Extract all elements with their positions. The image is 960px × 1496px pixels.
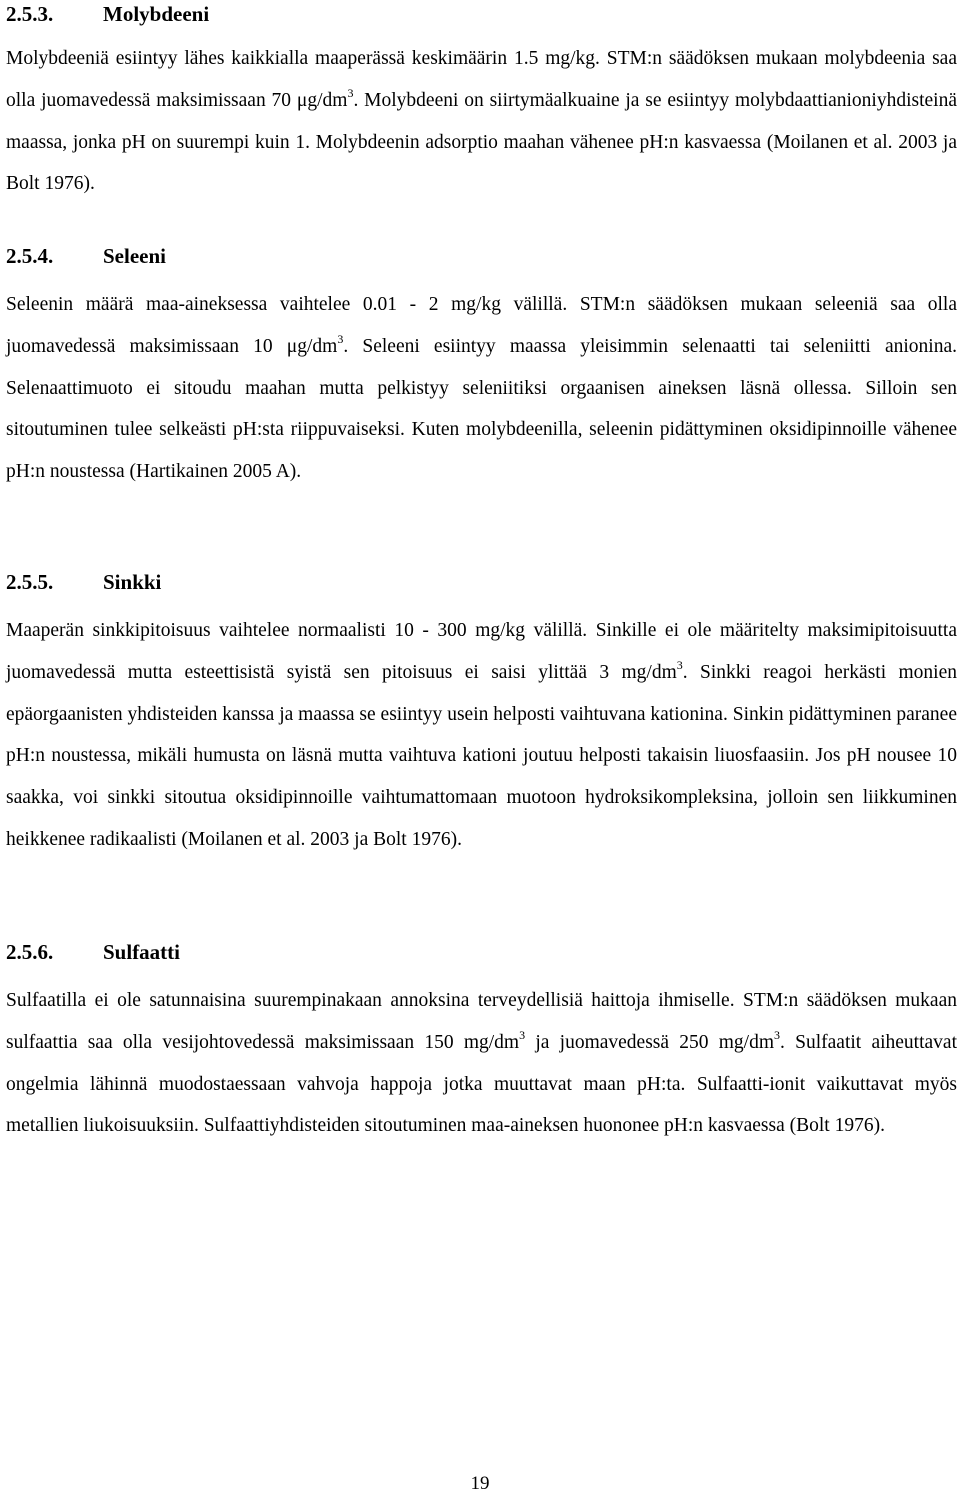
- section-heading: [6, 938, 957, 966]
- text-run: . Sulfaatit aiheuttavat ongelmia lähinnä muodostaessaan vahvoja happoja jotka muuttavat maan pH:ta. Sulfaatti-ionit vaikuttavat myös metallien liukoisuuksiin. Sulfaattiyhdisteiden sitoutuminen maa-aineksen huononee pH:n kasvaessa (Bolt 1976).: [6, 1031, 957, 1137]
- superscript: 3: [676, 657, 683, 672]
- section-heading: [6, 0, 957, 28]
- text-run: . Seleeni esiintyy maassa yleisimmin selenaatti tai seleniitti anionina. Selenaattimuoto ei sitoudu maahan mutta pelkistyy seleniitiksi orgaanisen aineksen läsnä ollessa. Silloin sen sitoutuminen tulee selkeästi pH:sta riippuvaiseksi. Kuten molybdeenilla, seleenin pidättyminen oksidipinnoille vähenee pH:n noustessa (Hartikainen 2005 A).: [6, 335, 958, 483]
- text-run: . Molybdeeni on siirtymäalkuaine ja se esiintyy molybdaattianioniyhdisteinä maassa, jonka pH on suurempi kuin 1. Molybdeenin adsorptio maahan vähenee pH:n kasvaessa (Moilanen et al. 2003 ja Bolt 1976).: [6, 89, 957, 195]
- section-number: 2.5.3.: [6, 2, 54, 26]
- text-run: ja juomavedessä 250 mg/dm: [525, 1031, 775, 1053]
- section-number: 2.5.4.: [6, 244, 54, 268]
- section-title: Sulfaatti: [103, 940, 181, 964]
- section-number: 2.5.5.: [6, 570, 54, 594]
- section-title: Molybdeeni: [103, 2, 210, 26]
- superscript: 3: [774, 1027, 781, 1042]
- section-paragraph: [6, 284, 957, 493]
- section-seleeni: [6, 242, 957, 493]
- section-molybdeeni: [6, 0, 957, 205]
- section-sinkki: [6, 568, 957, 861]
- text-run: . Sinkki reagoi herkästi monien epäorgaanisten yhdisteiden kanssa ja maassa se esiintyy usein helposti vaihtuvana kationina. Sinkin pidättyminen paranee pH:n noustessa, mikäli humusta on läsnä mutta vaihtuva kationi joutuu helposti takaisin liuosfaasiin. Jos pH nousee 10 saakka, voi sinkki sitoutua oksidipinnoille vaihtumattomaan muotoon hydroksikompleksina, jolloin sen liikkuminen heikkenee radikaalisti (Moilanen et al. 2003 ja Bolt 1976).: [6, 661, 957, 850]
- section-number: 2.5.6.: [6, 940, 54, 964]
- superscript: 3: [337, 331, 344, 346]
- section-paragraph: [6, 38, 957, 205]
- section-title: Seleeni: [103, 244, 166, 268]
- text-run: Seleenin määrä maa-aineksessa vaihtelee 0.01 - 2 mg/kg välillä. STM:n säädöksen mukaan seleeniä saa olla juomavedessä maksimissaan 10 μg/dm: [6, 294, 957, 357]
- text-run: Maaperän sinkkipitoisuus vaihtelee normaalisti 10 - 300 mg/kg välillä. Sinkille ei ole määritelty maksimipitoisuutta juomavedessä mutta esteettisistä syistä sen pitoisuus ei saisi ylittää 3 mg/dm: [6, 620, 957, 683]
- section-heading: [6, 568, 957, 596]
- superscript: 3: [519, 1027, 526, 1042]
- page-number: 19: [470, 1473, 490, 1494]
- text-run: Molybdeeniä esiintyy lähes kaikkialla maaperässä keskimäärin 1.5 mg/kg. STM:n säädöksen mukaan molybdeenia saa olla juomavedessä maksimissaan 70 μg/dm: [6, 48, 957, 111]
- text-run: Sulfaatilla ei ole satunnaisina suurempinakaan annoksina terveydellisiä haittoja ihmiselle. STM:n säädöksen mukaan sulfaattia saa olla vesijohtovedessä maksimissaan 150 mg/dm: [6, 990, 957, 1053]
- section-title: Sinkki: [103, 570, 162, 594]
- section-sulfaatti: [6, 938, 957, 1147]
- section-heading: [6, 242, 957, 270]
- section-paragraph: [6, 610, 957, 861]
- section-paragraph: [6, 980, 957, 1147]
- superscript: 3: [347, 85, 354, 100]
